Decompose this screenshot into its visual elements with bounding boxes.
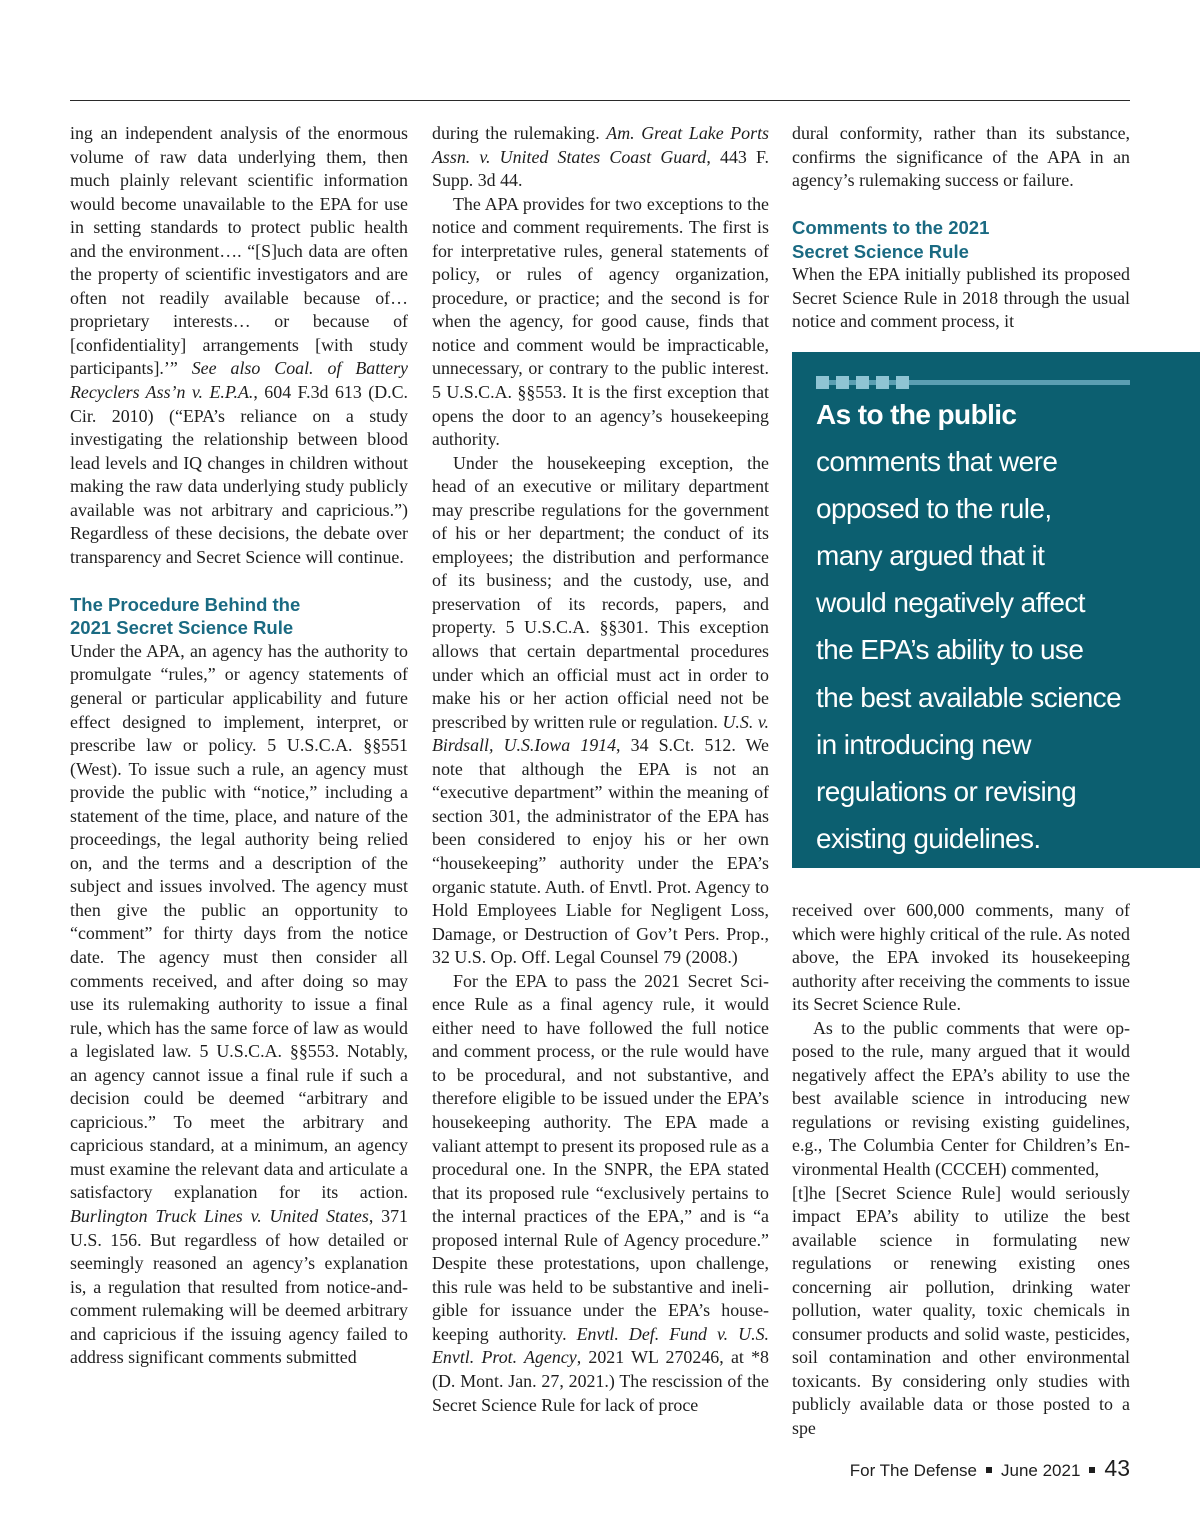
pull-quote-line: regulations or revising bbox=[816, 775, 1077, 807]
case-citation: Burlington Truck Lines v. United States bbox=[70, 1206, 369, 1227]
section-heading: The Procedure Behind the 2021 Secret Science Rule bbox=[70, 593, 301, 639]
paragraph: The APA provides for two exceptions to the notice and comment requirements. The first is for interpretative rules, general statements of policy, or rules of agency organization, procedure, or practice; and the second is for when the agency, for good cause, finds that notice and comment would be impracticable, unnecessary, or contrary to the public interest. 5 U.S.C.A. §§553. It is the first exception that opens the door to an agency’s housekeeping authority. bbox=[432, 193, 769, 450]
column-3-top bbox=[792, 122, 1130, 334]
pull-quote-line: the best available science bbox=[816, 681, 1122, 713]
pull-quote-line: the EPA’s ability to use bbox=[816, 634, 1084, 666]
paragraph: As to the public comments that were opposed to the rule, many argued that it would negatively affect the EPA’s ability to use the best available science in introducing new regulations or revising existing guidelines, e.g., The Columbia Center for Children’s Environmental Health (CCCEH) commented, bbox=[792, 1017, 1130, 1180]
paragraph: Under the housekeeping exception, the head of an executive or military department may prescribe regulations for the government of his or her department; the conduct of its employees; the distribution and performance of its business; and the custody, use, and preservation of its records, papers, and property. 5 U.S.C.A. §§301. This exception allows that certain departmental procedures under which an official must act in order to make his or her action official need not be prescribed by written rule or regulation. U.S. v. Birdsall, U.S.Iowa 1914, 34 S.Ct. 512. We note that although the EPA is not an “executive department” within the meaning of section 301, the administrator of the EPA has been considered to enjoy his or her own “housekeeping” authority under the EPA’s organic statute. Auth. of Envtl. Prot. Agency to Hold Employees Liable for Negligent Loss, Damage, or Destruction of Gov’t Pers. Prop., 32 U.S. Op. Off. Legal Counsel 79 (2008.) bbox=[432, 452, 769, 968]
pull-quote-line: many argued that it bbox=[816, 540, 1045, 572]
page-footer bbox=[850, 1455, 1130, 1482]
paragraph: received over 600,000 comments, many of which were highly critical of the rule. As noted above, the EPA invoked its housekeeping authority after receiving the comments to issue its Secret Science Rule. bbox=[792, 900, 1130, 1015]
case-citation: U.S. v. Birdsall, U.S.Iowa 1914 bbox=[432, 711, 769, 756]
column-3-bottom bbox=[792, 899, 1130, 1441]
block-quote: [t]he [Secret Science Rule] would seriously impact EPA’s ability to utilize the best available science in formulating new regulations or renewing existing ones concerning air pollution, drinking water pollution, water quality, toxic chemicals in consumer products and solid waste, pesticides, soil contamination and other environmental toxicants. By considering only studies with publicly available data or those posted to a spe bbox=[792, 1182, 1130, 1439]
column-2 bbox=[432, 122, 769, 1417]
paragraph: ing an independent analysis of the enormous volume of raw data underlying them, then much plainly relevant scientific information would become unavailable to the EPA for use in setting standards to protect public health and the environment…. “[S]uch data are often the property of scientific investigators and are often not readily available because of… proprietary interests… or because of [confidentiality] arrangements [with study participants].’” See also Coal. of Battery Recyclers Ass’n v. E.P.A., 604 F.3d 613 (D.C. Cir. 2010) (“EPA’s reliance on a study investigating the relationship between blood lead levels and IQ changes in children without making the raw data underlying study publicly available was not arbitrary and capricious.”) Regardless of these decisions, the debate over transparency and Secret Science will continue. bbox=[70, 123, 409, 567]
paragraph: When the EPA initially published its proposed Secret Science Rule in 2018 through the usual notice and comment process, it bbox=[792, 264, 1130, 332]
column-1 bbox=[70, 122, 408, 1370]
pull-quote-line: opposed to the rule, bbox=[816, 493, 1052, 525]
paragraph: For the EPA to pass the 2021 Secret Science Rule as a final agency rule, it would either need to have followed the full notice and comment process, or the rule would have to be procedural, and not substantive, and therefore eligible to be issued under the EPA’s housekeeping authority. The EPA made a valiant attempt to present its proposed rule as a procedural one. In the SNPR, the EPA stated that its proposed rule “exclusively pertains to the internal practices of the EPA,” and is “a proposed internal Rule of Agency procedure.” Despite these protestations, upon challenge, this rule was held to be substantive and ineligible for issuance under the EPA’s housekeeping authority. Envtl. Def. Fund v. U.S. Envtl. Prot. Agency, 2021 WL 270246, at *8 (D. Mont. Jan. 27, 2021.) The rescission of the Secret Science Rule for lack of proce bbox=[432, 970, 770, 1415]
section-heading: Comments to the 2021 Secret Science Rule bbox=[792, 217, 990, 262]
case-citation: Am. Great Lake Ports Assn. v. United States Coast Guard bbox=[432, 123, 770, 167]
pull-quote-lead: As to the public bbox=[816, 399, 1017, 430]
pull-quote-line: existing guidelines. bbox=[816, 822, 1041, 854]
decorative-squares-icon bbox=[816, 376, 909, 389]
pull-quote-line: would negatively affect bbox=[816, 587, 1085, 619]
publication-name: For The Defense bbox=[849, 1461, 977, 1480]
pull-quote-box bbox=[792, 352, 1200, 868]
pull-quote-text bbox=[816, 391, 1186, 862]
case-citation: Envtl. Def. Fund v. U.S. Envtl. Prot. Agency bbox=[432, 1323, 769, 1368]
pull-quote-line: in introducing new bbox=[816, 728, 1031, 760]
paragraph: Under the APA, an agency has the authority to promulgate “rules,” or agency statements of general or particular applicability and future effect designed to implement, interpret, or prescribe law or policy. 5 U.S.C.A. §§551 (West). To issue such a rule, an agency must provide the public with “notice,” including a statement of the time, place, and nature of the proceedings, the legal authority being relied on, and the terms and a description of the subject and issues involved. The agency must then give the public an opportunity to “comment” for thirty days from the notice date. The agency must then consider all comments received, and after doing so may use its rulemaking authority to issue a final rule, which has the same force of law as would a legislated law. 5 U.S.C.A. §§553. Notably, an agency cannot issue a final rule if such a decision could be deemed “arbitrary and capricious.” To meet the arbitrary and capricious standard, at a minimum, an agency must examine the relevant data and articulate a satisfactory explanation for its action. Burlington Truck Lines v. United States, 371 U.S. 156. But regardless of how detailed or seemingly reasoned an agency’s explanation is, a regulation that resulted from notice-and-comment rulemaking will be deemed arbitrary and capricious if the issuing agency failed to address significant comments submitted bbox=[70, 640, 408, 1368]
pull-quote-line: comments that were bbox=[816, 446, 1058, 478]
separator-square-icon bbox=[986, 1467, 992, 1473]
paragraph: dural conformity, rather than its substance, confirms the significance of the APA in an agency’s rulemaking success or failure. bbox=[792, 123, 1130, 191]
separator-square-icon bbox=[1089, 1467, 1095, 1473]
case-citation: See also Coal. of Battery Recyclers Ass’n v. E.P.A. bbox=[70, 358, 408, 403]
paragraph: during the rulemaking. Am. Great Lake Ports Assn. v. United States Coast Guard, 443 F. Supp. 3d 44. bbox=[432, 123, 770, 191]
top-rule bbox=[70, 100, 1130, 101]
issue-date: June 2021 bbox=[1001, 1461, 1081, 1480]
page-number: 43 bbox=[1104, 1455, 1130, 1481]
